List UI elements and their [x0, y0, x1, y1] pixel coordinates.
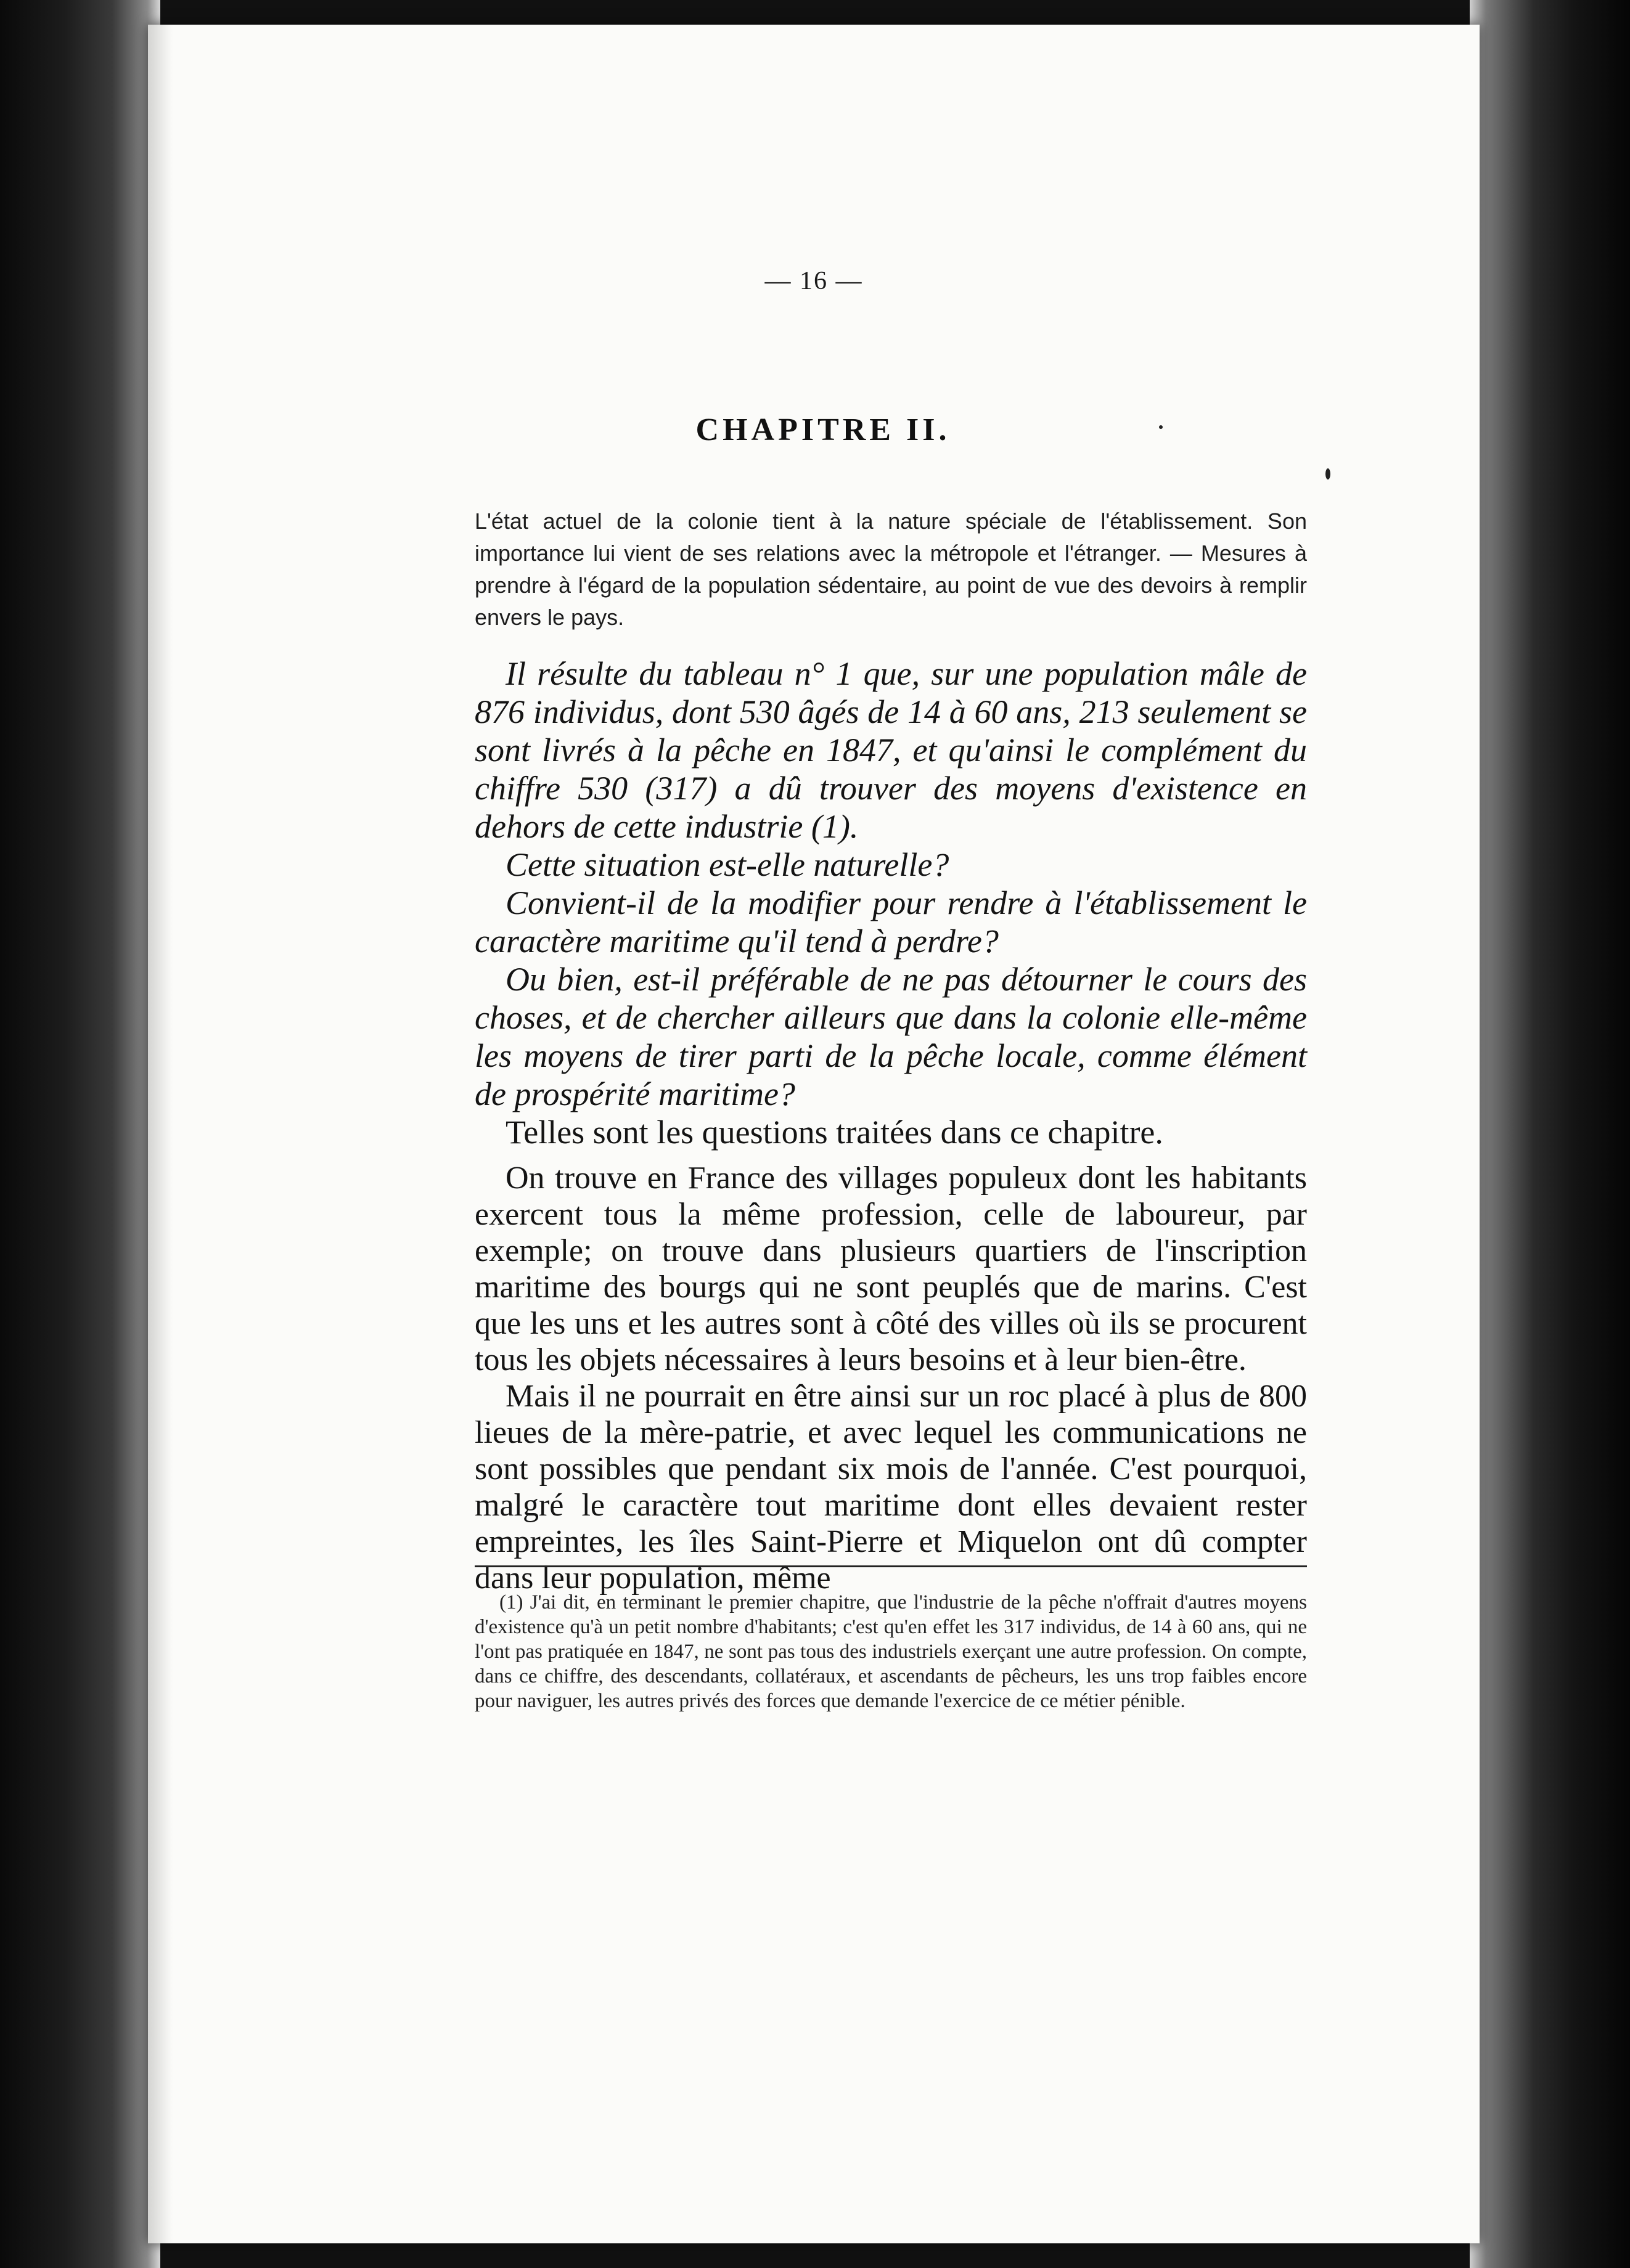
body-paragraph: On trouve en France des villages populeux dont les habitants exercent tous la même profession, celle de laboureur, par exemple; on trouve dans plusieurs quartiers de l'inscription maritime des bourgs qui ne sont peuplés que de marins. C'est que les uns et les autres sont à côté des villes où ils se procurent tous les objets nécessaires à leurs besoins et à leur bien-être.: [475, 1161, 1307, 1377]
footnote-divider: [475, 1565, 1307, 1567]
intro-paragraph: Convient-il de la modifier pour rendre à l'établissement le caractère maritime qu'il tend à perdre?: [475, 884, 1307, 960]
intro-paragraph: Il résulte du tableau n° 1 que, sur une population mâle de 876 individus, dont 530 âgés de 14 à 60 ans, 213 seulement se sont livrés à la pêche en 1847, et qu'ainsi le complément du chiffre 530 (317) a dû trouver des moyens d'existence en dehors de cette industrie (1).: [475, 655, 1307, 845]
intro-paragraph: Ou bien, est-il préférable de ne pas détourner le cours des choses, et de chercher ailleurs que dans la colonie elle-même les moyens de tirer parti de la pêche locale, comme élément de prospérité maritime?: [475, 961, 1307, 1112]
scan-right-border: [1470, 0, 1630, 2268]
page-number: — 16 —: [764, 267, 863, 295]
body-paragraph: Mais il ne pourrait en être ainsi sur un roc placé à plus de 800 lieues de la mère-patrie, et avec lequel les communications ne sont possibles que pendant six mois de l'année. C'est pourquoi, malgré le caractère tout maritime dont elles devaient rester empreintes, les îles Saint-Pierre et Miquelon ont dû compter dans leur population, même: [475, 1379, 1307, 1596]
intro-paragraph: Cette situation est-elle naturelle?: [506, 846, 949, 883]
scan-speck: [1325, 468, 1330, 479]
book-page: [148, 25, 1480, 2243]
footnote: (1) J'ai dit, en terminant le premier chapitre, que l'industrie de la pêche n'offrait d'autres moyens d'existence qu'à un petit nombre d'habitants; c'est qu'en effet les 317 individus, de 14 à 60 ans, qui ne l'ont pas pratiquée en 1847, ne sont pas tous des industriels exerçant une autre profession. On compte, dans ce chiffre, des descendants, collatéraux, et ascendants de pêcheurs, les uns trop faibles encore pour naviguer, les autres privés des forces que demande l'exercice de ce métier pénible.: [475, 1591, 1307, 1712]
page-gutter-shadow: [148, 25, 173, 2243]
intro-closing: Telles sont les questions traitées dans ce chapitre.: [506, 1114, 1163, 1151]
body-text: [475, 1160, 1307, 1596]
chapter-intro: [475, 655, 1307, 1151]
chapter-summary: L'état actuel de la colonie tient à la nature spéciale de l'établissement. Son importance lui vient de ses relations avec la métropole et l'étranger. — Mesures à prendre à l'égard de la population sédentaire, au point de vue des devoirs à remplir envers le pays.: [475, 508, 1307, 630]
scan-left-border: [0, 0, 160, 2268]
scan-speck: [1159, 425, 1163, 429]
chapter-title: CHAPITRE II.: [695, 412, 951, 447]
